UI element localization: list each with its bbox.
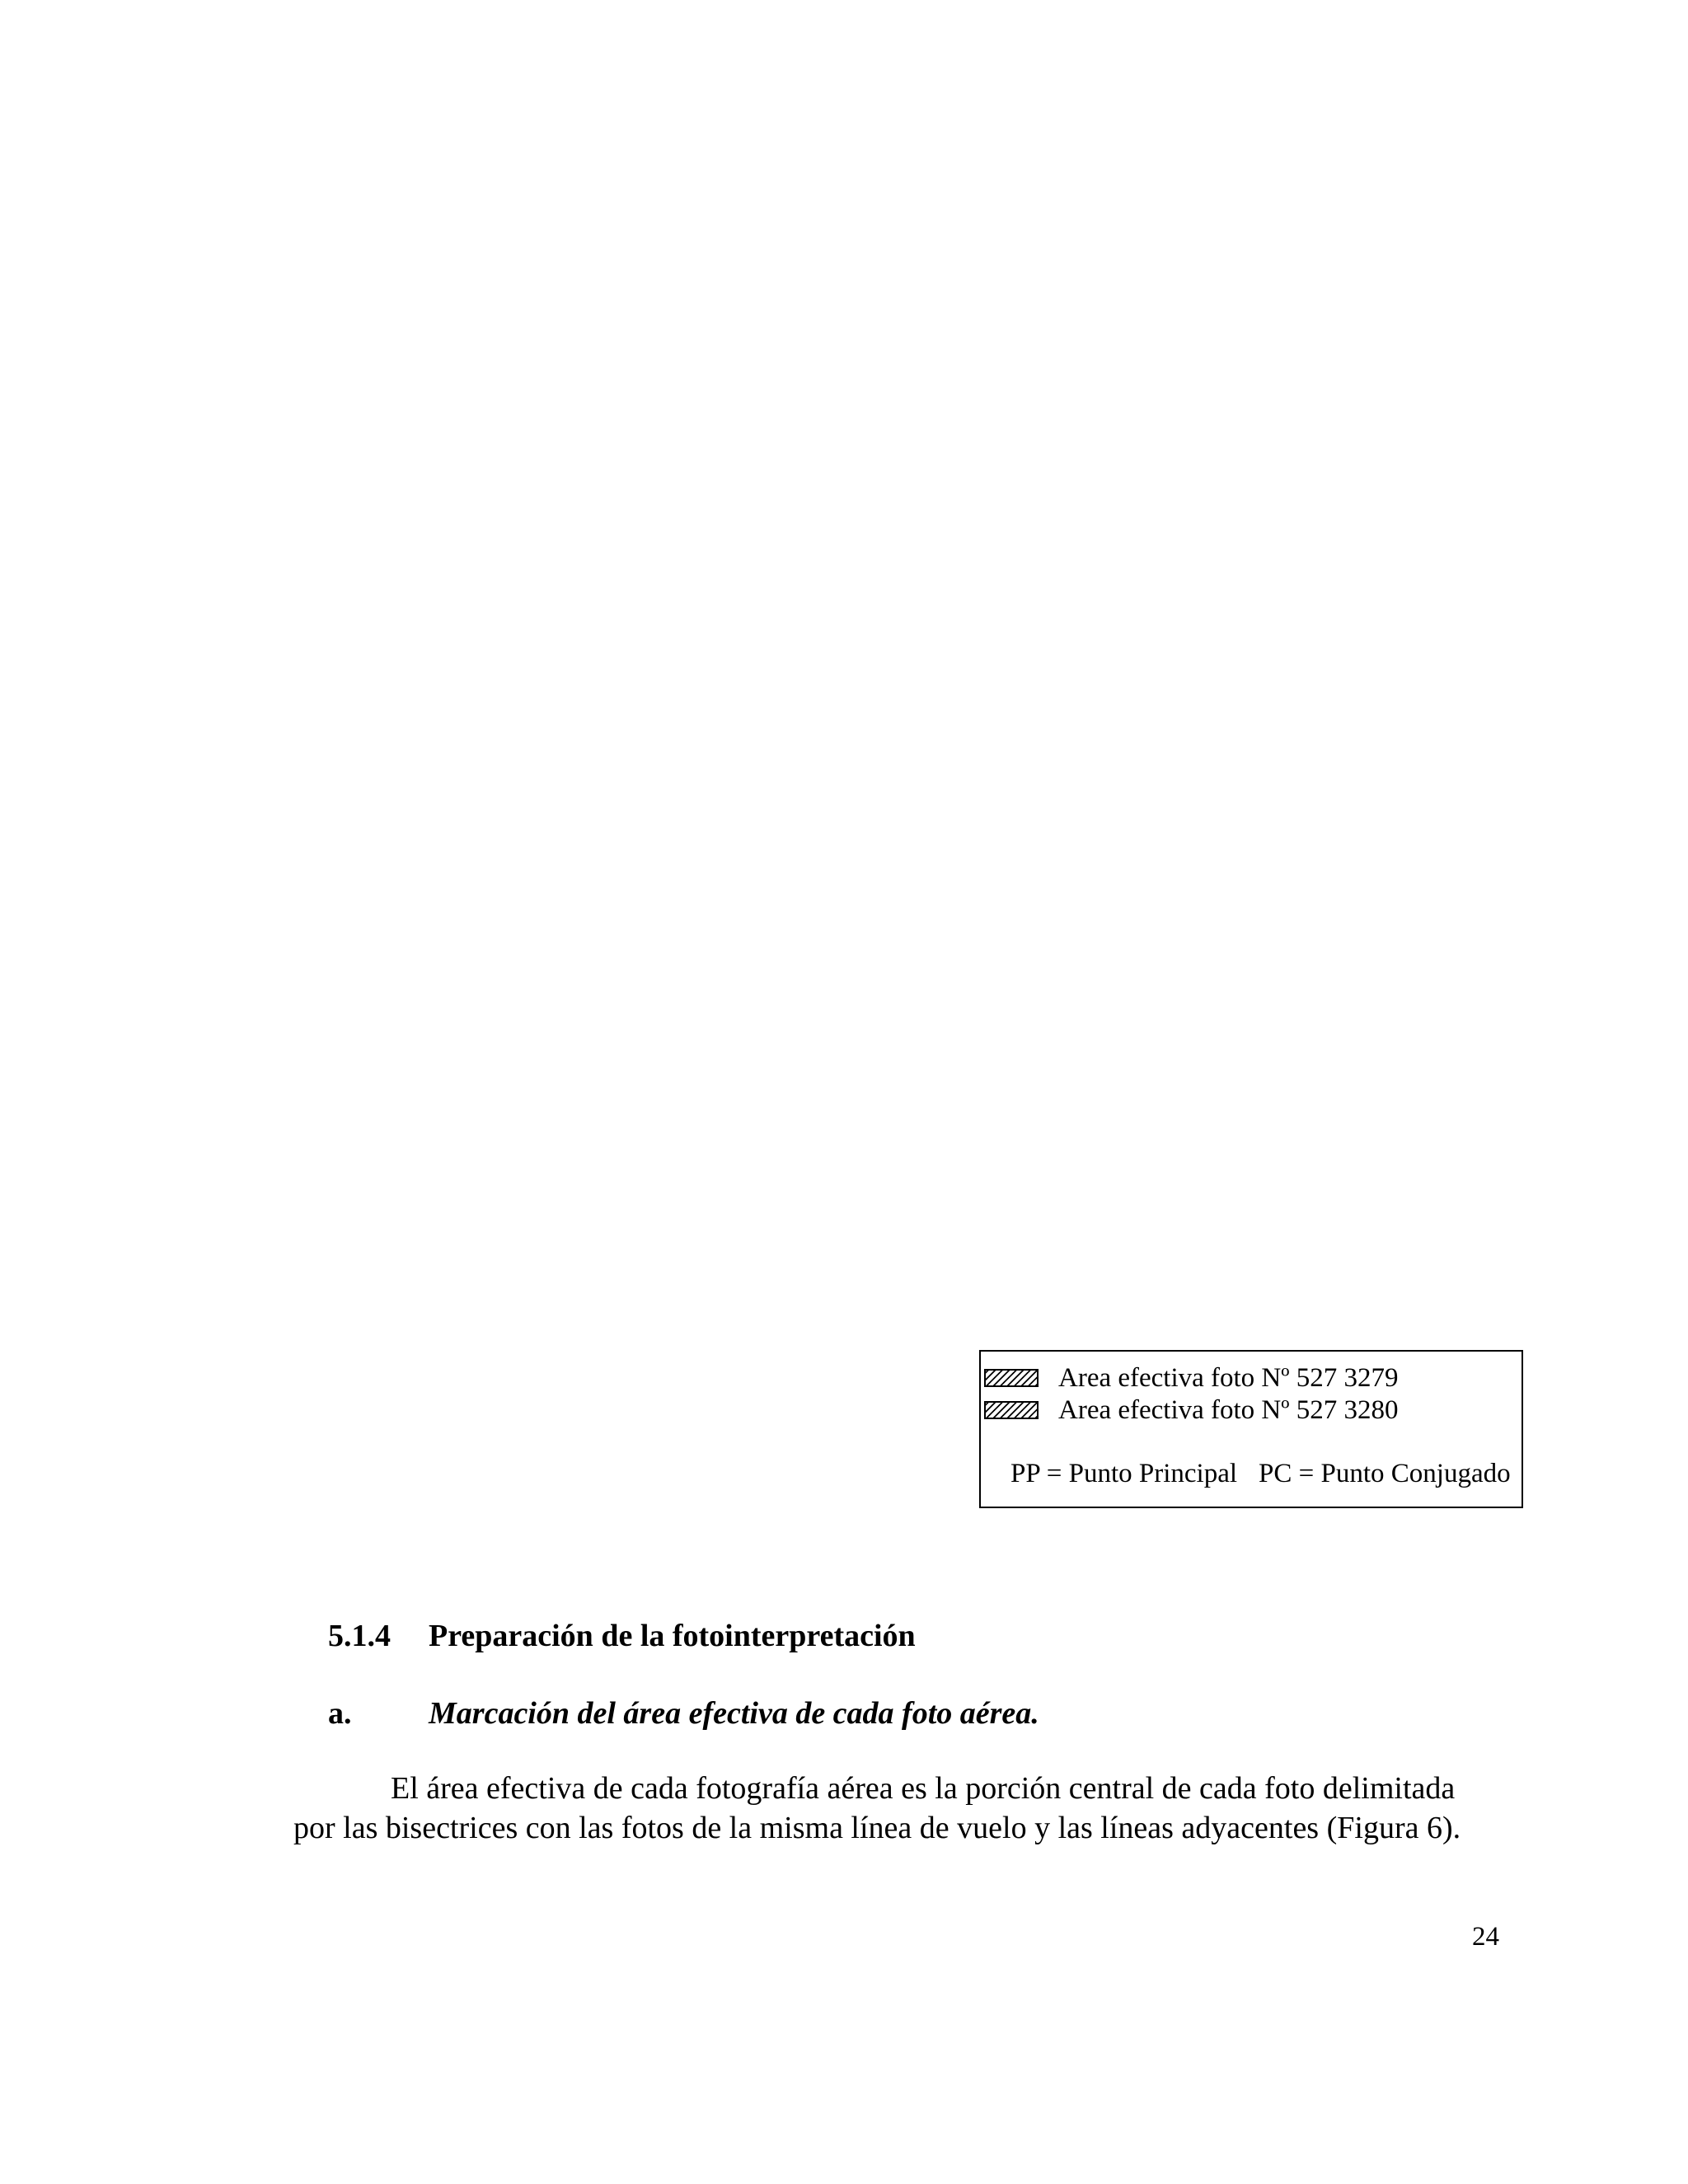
- subsection-title: Marcación del área efectiva de cada foto aérea.: [429, 1696, 1039, 1731]
- legend-abbreviations: [1010, 1457, 1511, 1490]
- section-heading: [328, 1615, 916, 1657]
- subsection-heading: [328, 1693, 1039, 1734]
- pp-definition: PP = Punto Principal: [1010, 1459, 1238, 1488]
- section-title: Preparación de la fotointerpretación: [429, 1619, 916, 1653]
- paragraph-line: El área efectiva de cada fotografía aérea es la porción central de cada foto delimitada: [391, 1771, 1456, 1806]
- legend-item: [984, 1394, 1399, 1427]
- paragraph-line: por las bisectrices con las fotos de la misma línea de vuelo y las líneas adyacentes (Figura 6).: [293, 1811, 1461, 1845]
- pc-definition: PC = Punto Conjugado: [1259, 1459, 1511, 1488]
- legend-item-label: Area efectiva foto Nº 527 3280: [1058, 1395, 1399, 1425]
- legend-item: [984, 1361, 1399, 1394]
- body-paragraph: [293, 1769, 1480, 1848]
- page-number: 24: [1472, 1922, 1499, 1952]
- legend-item-label: Area efectiva foto Nº 527 3279: [1058, 1363, 1399, 1393]
- hatched-swatch-icon: [984, 1401, 1039, 1419]
- hatched-swatch-icon: [984, 1369, 1039, 1387]
- section-number: 5.1.4: [328, 1619, 391, 1653]
- subsection-letter: a.: [328, 1696, 352, 1731]
- figure-legend: [979, 1350, 1523, 1508]
